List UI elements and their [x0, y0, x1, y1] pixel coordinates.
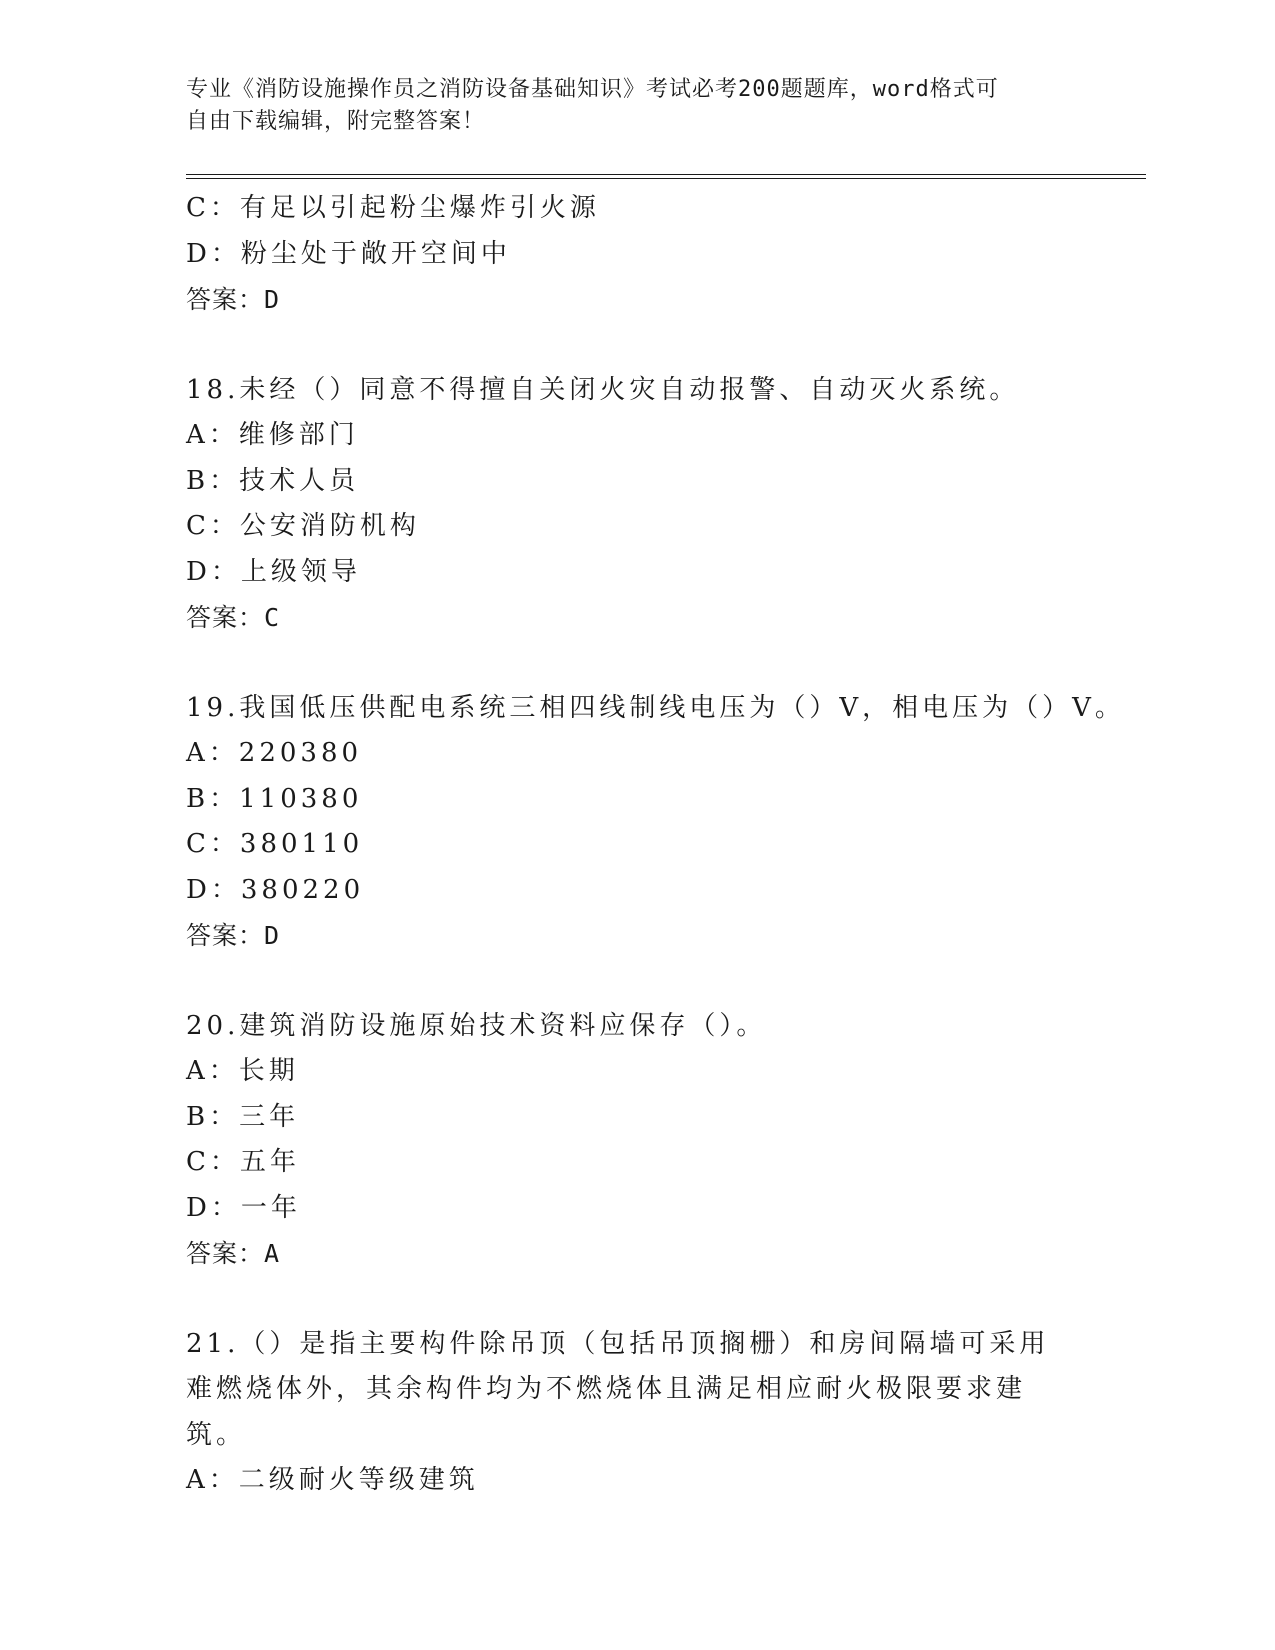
answer-line: 答案：C [186, 603, 281, 632]
question-stem: 21.（）是指主要构件除吊顶（包括吊顶搁栅）和房间隔墙可采用难燃烧体外，其余构件均为不燃烧体且满足相应耐火极限要求建筑。 [186, 1328, 1050, 1450]
option-text: 粉尘处于敞开空间中 [240, 238, 511, 269]
option-text: 有足以引起粉尘爆炸引火源 [239, 193, 600, 223]
option-label: A： [186, 420, 239, 450]
question-stem: 18.未经（）同意不得擅自关闭火灾自动报警、自动灭火系统。 [186, 374, 1020, 405]
answer-line: 答案：D [186, 285, 281, 314]
option-d [186, 868, 1076, 914]
question-21 [186, 1322, 1076, 1504]
header-line-2: 自由下载编辑，附完整答案！ [186, 109, 486, 134]
question-20 [186, 1004, 1076, 1277]
option-label: A： [186, 738, 239, 768]
option-label: A： [186, 1465, 239, 1495]
option-text: 三年 [239, 1101, 300, 1132]
option-b [186, 459, 1076, 505]
option-text: 维修部门 [238, 420, 359, 450]
option-label: C： [186, 511, 240, 541]
spacer [186, 959, 1076, 1004]
option-a [186, 1458, 1076, 1504]
answer-line: 答案：A [186, 1239, 281, 1268]
option-text: 110380 [239, 783, 363, 814]
document-body [186, 186, 1125, 1504]
option-label: B： [186, 465, 240, 496]
option-b [186, 1095, 1076, 1141]
option-d [186, 1186, 1076, 1232]
option-text: 380110 [239, 829, 364, 859]
spacer [186, 1277, 1076, 1322]
page-header [186, 74, 1066, 138]
option-text: 技术人员 [239, 465, 360, 496]
option-c [186, 186, 1076, 232]
option-label: C： [186, 829, 240, 859]
option-d [186, 232, 1076, 278]
header-line-1: 专业《消防设施操作员之消防设备基础知识》考试必考200题题库，word格式可 [186, 77, 999, 102]
option-label: D： [186, 874, 241, 905]
option-c [186, 822, 1076, 868]
question-19 [186, 686, 1125, 959]
spacer [186, 323, 1076, 368]
option-label: A： [186, 1056, 239, 1086]
option-a [186, 731, 1076, 777]
question-17-continued [186, 186, 1076, 323]
option-label: C： [186, 193, 240, 223]
question-18 [186, 368, 1076, 641]
option-text: 一年 [240, 1192, 301, 1223]
spacer [186, 641, 1076, 686]
option-c [186, 1140, 1076, 1186]
option-d [186, 550, 1076, 596]
option-label: C： [186, 1147, 240, 1177]
option-text: 公安消防机构 [239, 511, 420, 541]
question-stem: 20.建筑消防设施原始技术资料应保存（）。 [186, 1010, 767, 1041]
question-stem: 19.我国低压供配电系统三相四线制线电压为（）V，相电压为（）V。 [186, 692, 1125, 723]
option-a [186, 413, 1076, 459]
option-a [186, 1049, 1076, 1095]
option-text: 380220 [240, 874, 365, 905]
option-text: 220380 [238, 738, 363, 768]
answer-line: 答案：D [186, 921, 281, 950]
header-divider [186, 174, 1146, 179]
option-b [186, 777, 1076, 823]
option-label: D： [186, 556, 241, 587]
option-label: D： [186, 238, 241, 269]
option-c [186, 504, 1076, 550]
option-text: 上级领导 [240, 556, 361, 587]
option-label: B： [186, 1101, 240, 1132]
option-text: 二级耐火等级建筑 [238, 1465, 479, 1495]
option-text: 长期 [238, 1056, 299, 1086]
option-label: D： [186, 1192, 241, 1223]
option-label: B： [186, 783, 240, 814]
option-text: 五年 [239, 1147, 300, 1177]
